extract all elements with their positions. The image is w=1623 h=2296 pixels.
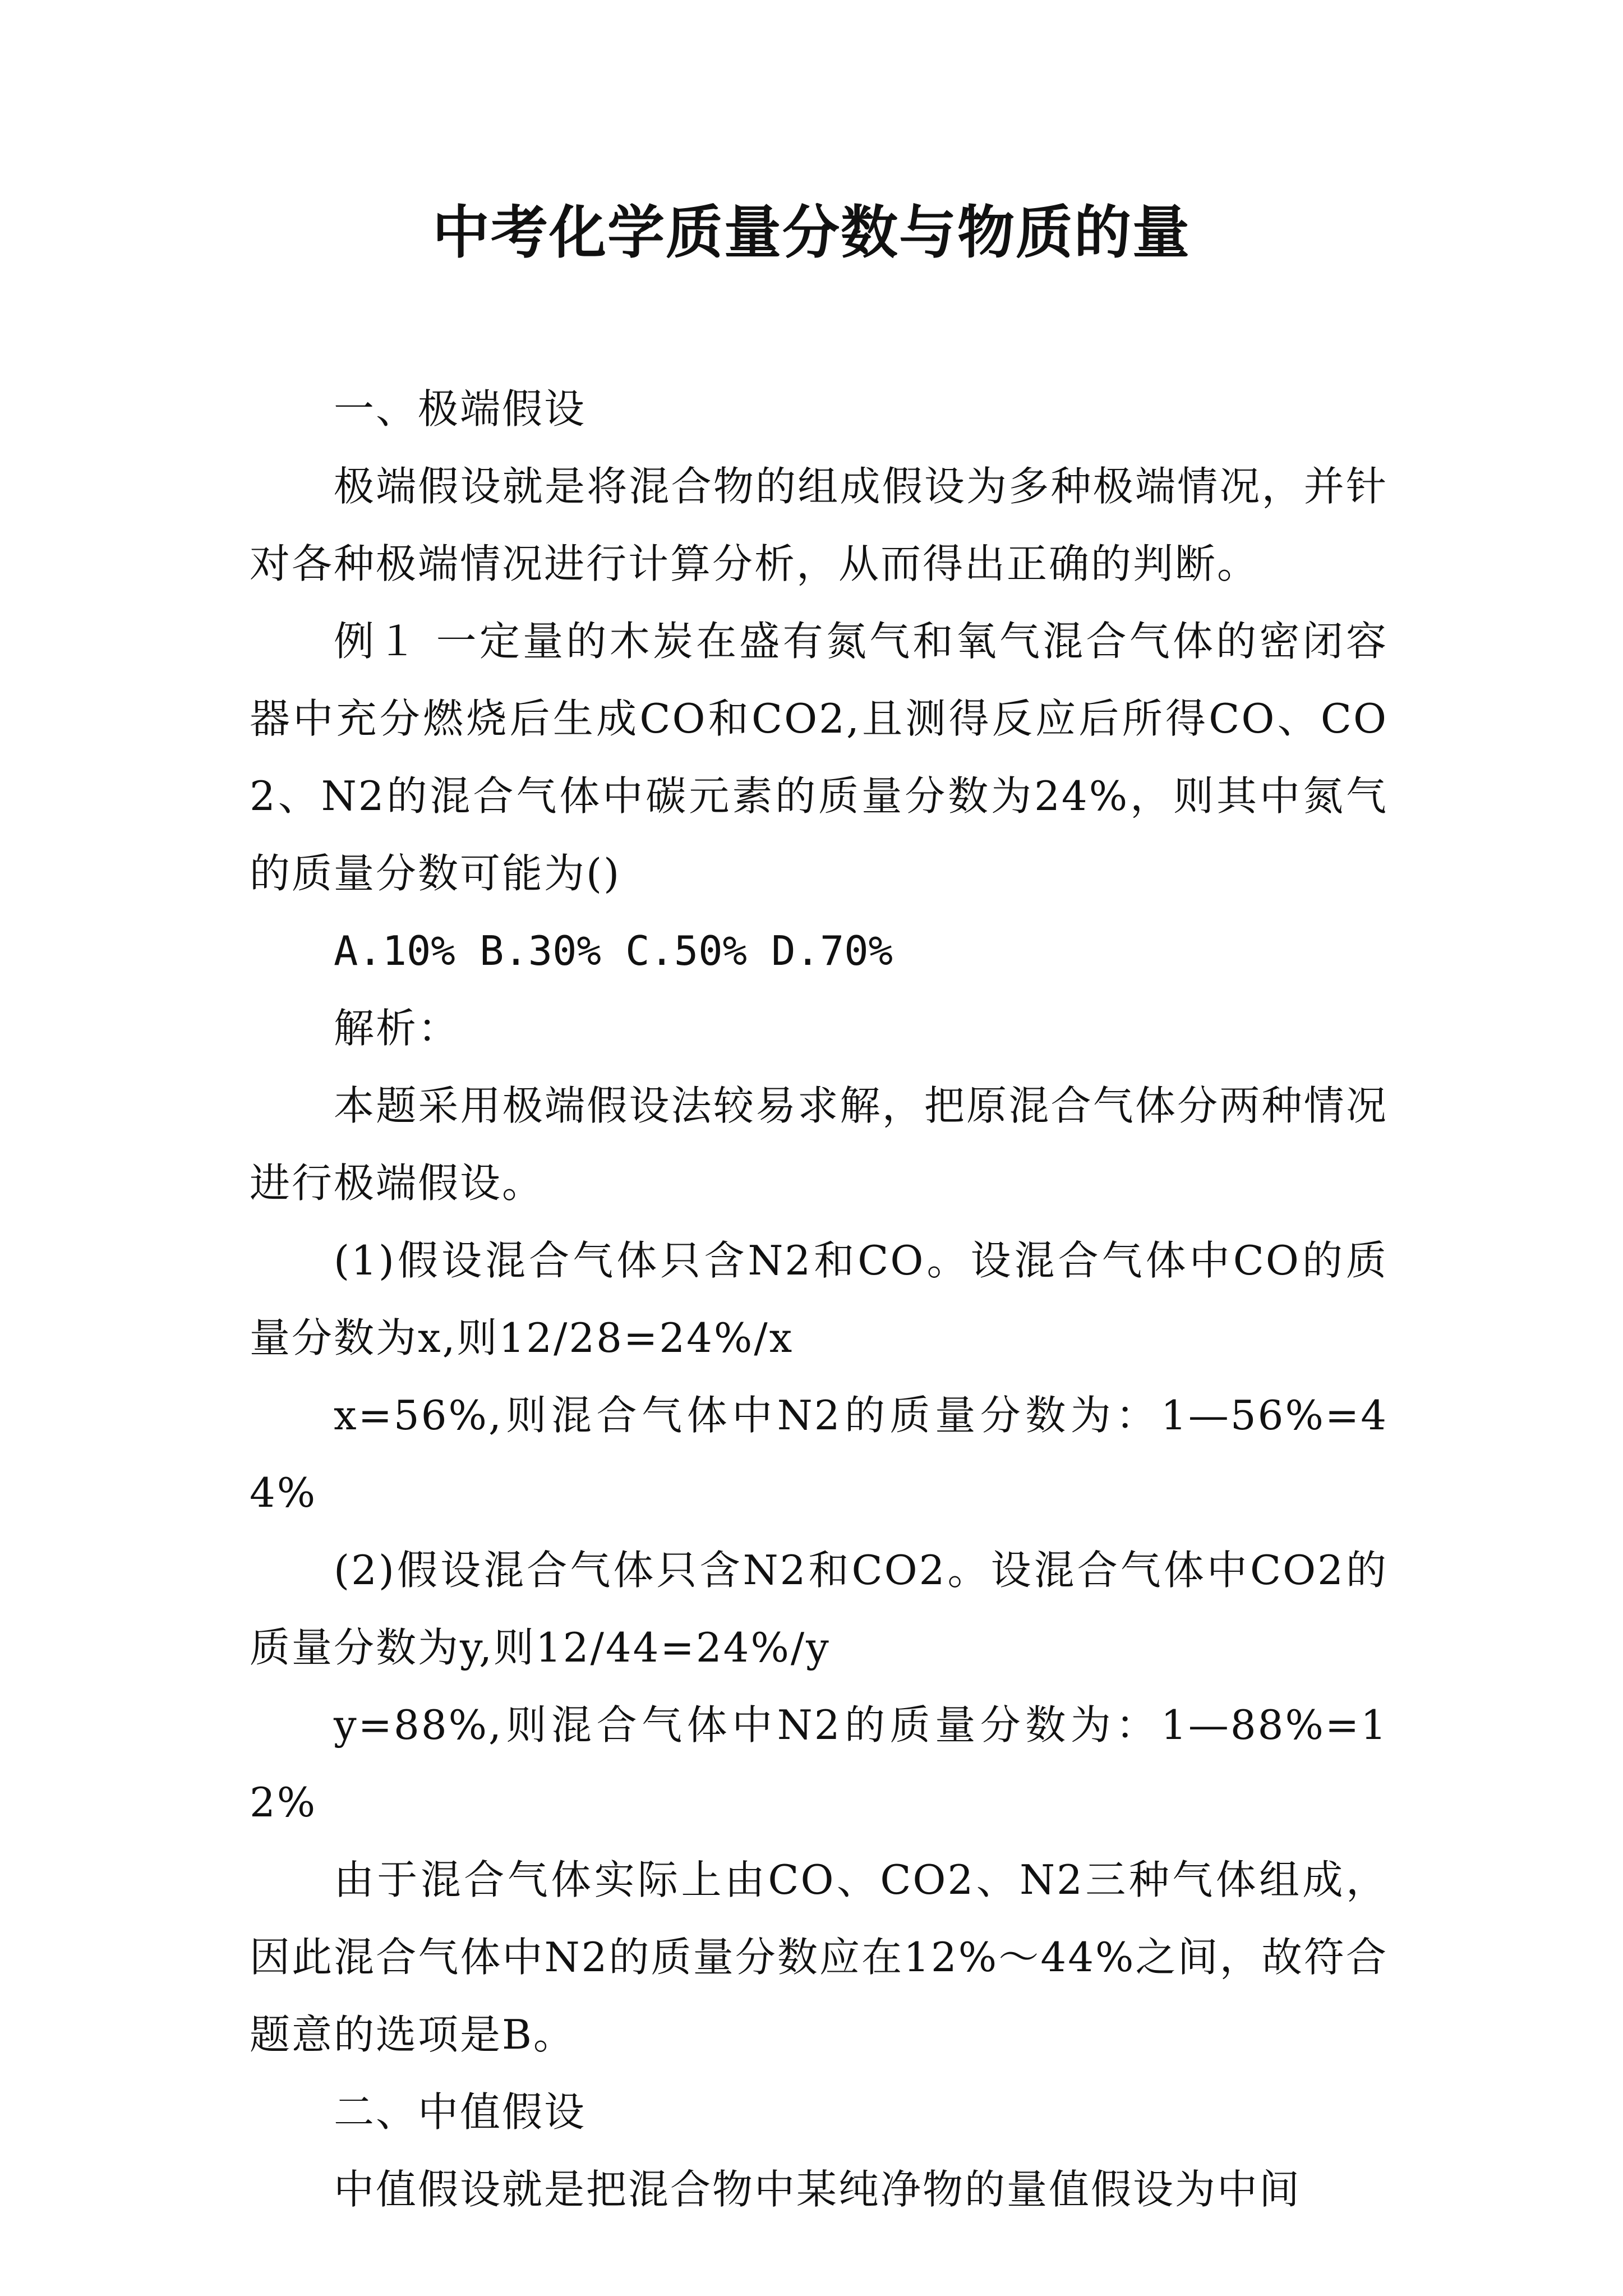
paragraph: x=56%,则混合气体中N2的质量分数为：1—56%=44% <box>250 1392 1388 1516</box>
paragraph: 由于混合气体实际上由CO、CO2、N2三种气体组成，因此混合气体中N2的质量分数应在12%～44%之间，故符合题意的选项是B。 <box>250 1856 1388 2058</box>
paragraph: 中值假设就是把混合物中某纯净物的量值假设为中间 <box>334 2166 1302 2213</box>
example-question: 例１ 一定量的木炭在盛有氮气和氧气混合气体的密闭容器中充分燃烧后生成CO和CO2,且测得反应后所得CO、CO2、N2的混合气体中碳元素的质量分数为24%，则其中氮气的质量分数可能为() <box>250 618 1388 897</box>
paragraph: y=88%,则混合气体中N2的质量分数为：1—88%=12% <box>250 1701 1388 1826</box>
analysis-label: 解析： <box>334 1005 460 1052</box>
document-title: 中考化学质量分数与物质的量 <box>432 199 1191 266</box>
paragraph: (1)假设混合气体只含N2和CO。设混合气体中CO的质量分数为x,则12/28=24%/x <box>250 1237 1388 1361</box>
section-heading-extreme: 一、极端假设 <box>334 385 587 432</box>
document-body <box>250 370 1388 2228</box>
paragraph: 本题采用极端假设法较易求解，把原混合气体分两种情况进行极端假设。 <box>250 1082 1388 1207</box>
answer-options: A.10% B.30% C.50% D.70% <box>334 927 893 974</box>
paragraph: 极端假设就是将混合物的组成假设为多种极端情况，并针对各种极端情况进行计算分析，从而得出正确的判断。 <box>250 463 1388 587</box>
paragraph: (2)假设混合气体只含N2和CO2。设混合气体中CO2的质量分数为y,则12/44=24%/y <box>250 1547 1388 1671</box>
section-heading-median: 二、中值假设 <box>334 2088 587 2136</box>
